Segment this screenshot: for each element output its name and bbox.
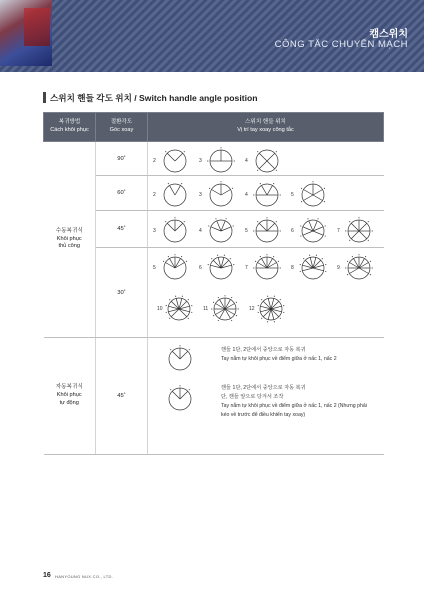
- position-count-label: 8: [291, 265, 294, 271]
- header-method: 복귀방법 Cách khôi phục: [44, 113, 96, 142]
- position-count-label: 5: [291, 192, 294, 198]
- diagram-45-6: [298, 216, 328, 246]
- product-photo: [0, 0, 52, 66]
- position-count-label: 3: [199, 158, 202, 164]
- diagrams-60: [148, 176, 384, 211]
- diagram-30-11: [210, 294, 240, 324]
- company-name: HANYOUNG NUX CO., LTD.: [55, 573, 114, 579]
- diagram-30-5: [160, 253, 190, 283]
- diagram-30-8: [298, 253, 328, 283]
- position-count-label: 4: [245, 192, 248, 198]
- table-row: [44, 338, 384, 455]
- diagrams-30: [148, 248, 384, 338]
- header-position: 스위치 핸들 위치 Vị trí tay xoay công tắc: [148, 113, 384, 142]
- position-count-label: 9: [337, 265, 340, 271]
- position-count-label: 4: [199, 228, 202, 234]
- table-header-row: [44, 113, 384, 142]
- switch-angle-table: [43, 112, 384, 455]
- diagram-45-5: [252, 216, 282, 246]
- position-count-label: 12: [249, 306, 255, 312]
- diagram-30-9: [344, 253, 374, 283]
- position-count-label: 5: [153, 265, 156, 271]
- angle-30: 30˚: [96, 248, 148, 338]
- diagram-90-4: [252, 146, 282, 176]
- position-count-label: 6: [291, 228, 294, 234]
- banner-title-vietnamese: CÔNG TẮC CHUYỂN MẠCH: [274, 39, 408, 50]
- diagram-30-12: [256, 294, 286, 324]
- auto-return-diagram-2: [165, 384, 195, 414]
- position-count-label: 7: [245, 265, 248, 271]
- auto-return-cell: 자동복귀식 Khôi phục tự động: [44, 338, 96, 455]
- section-marker: [43, 92, 46, 103]
- diagrams-45: [148, 211, 384, 248]
- angle-90: 90˚: [96, 142, 148, 176]
- position-count-label: 2: [153, 192, 156, 198]
- diagram-90-3: [206, 146, 236, 176]
- diagram-45-7: [344, 216, 374, 246]
- header-banner: [0, 0, 424, 72]
- position-count-label: 10: [157, 306, 163, 312]
- position-count-label: 2: [153, 158, 156, 164]
- auto-desc-2: 핸들 1단, 2단에서 중앙으로 자동 복귀 단, 핸들 앞으로 당겨서 조작 Tay nắm tự khôi phục về điểm giữa ở nấc 1, nấc 2 (Nhưng phải kéo về trước để điều khiển tay xoay): [221, 385, 367, 419]
- diagram-45-4: [206, 216, 236, 246]
- auto-return-diagrams: [148, 338, 384, 455]
- position-count-label: 11: [203, 306, 209, 312]
- diagram-90-2: [160, 146, 190, 176]
- diagram-30-6: [206, 253, 236, 283]
- diagram-45-3: [160, 216, 190, 246]
- header-angle: 절환각도 Góc xoay: [96, 113, 148, 142]
- position-count-label: 6: [199, 265, 202, 271]
- diagram-60-2: [160, 180, 190, 210]
- position-count-label: 3: [153, 228, 156, 234]
- manual-return-cell: 수동복귀식 Khôi phục thủ công: [44, 142, 96, 338]
- page-number: 16: [43, 572, 51, 579]
- section-title: 스위치 핸들 각도 위치 / Switch handle angle position: [50, 93, 258, 103]
- diagram-60-5: [298, 180, 328, 210]
- position-count-label: 4: [245, 158, 248, 164]
- banner-title-korean: 캠스위치: [369, 29, 408, 40]
- position-count-label: 5: [245, 228, 248, 234]
- auto-return-diagram-1: [165, 344, 195, 374]
- angle-60: 60˚: [96, 176, 148, 211]
- diagram-30-10: [164, 294, 194, 324]
- diagram-60-3: [206, 180, 236, 210]
- diagram-30-7: [252, 253, 282, 283]
- table-row: [44, 142, 384, 176]
- angle-45: 45˚: [96, 211, 148, 248]
- position-count-label: 7: [337, 228, 340, 234]
- diagrams-90: [148, 142, 384, 176]
- angle-auto-45: 45˚: [96, 338, 148, 455]
- diagram-60-4: [252, 180, 282, 210]
- position-count-label: 3: [199, 192, 202, 198]
- auto-desc-1: 핸들 1단, 2단에서 중앙으로 자동 복귀 Tay nắm tự khôi phục về điểm giữa ở nấc 1, nấc 2: [221, 347, 337, 363]
